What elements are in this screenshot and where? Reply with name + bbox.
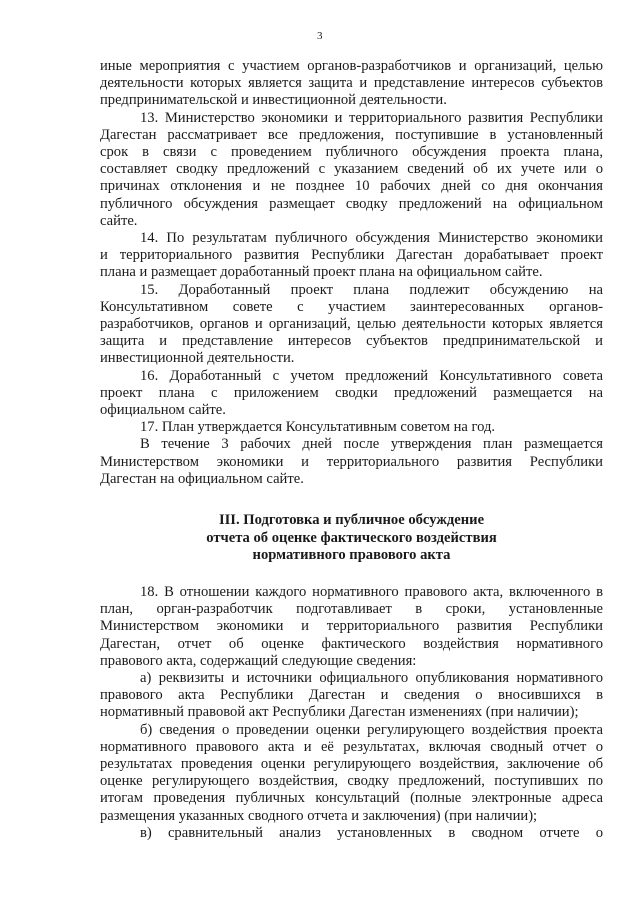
- section-heading: [100, 512, 603, 565]
- text-line: официальном сайте.: [100, 402, 226, 419]
- paragraph-13-start: 13. Министерство экономики и территориального развития Республики: [140, 109, 603, 126]
- text-line: В течение 3 рабочих дней после утверждения план размещается: [140, 436, 603, 453]
- subitem-b-start: б) сведения о проведении оценки регулирующего воздействия проекта: [140, 721, 603, 738]
- subitem-a-start: а) реквизиты и источники официального опубликования нормативного: [140, 670, 603, 687]
- text-line: размещения указанных сводного отчета и заключения) (при наличии);: [100, 807, 538, 824]
- text-line: правового акта Республики Дагестан и сведения о вносившихся в: [100, 687, 603, 704]
- text-line: Дагестан, отчет об оценке фактического воздействия нормативного: [100, 635, 603, 652]
- text-line: Дагестан рассматривает все предложения, поступившие в установленный: [100, 126, 603, 143]
- text-line: Министерством экономики и территориального развития Республики: [100, 618, 603, 635]
- body-text-upper: [100, 58, 603, 488]
- text-line: защита и представление интересов субъектов предпринимательской и: [100, 333, 603, 350]
- paragraph-17-start: 17. План утверждается Консультативным советом на год.: [140, 419, 496, 436]
- text-line: Дагестан на официальном сайте.: [100, 470, 304, 487]
- paragraph-14-start: 14. По результатам публичного обсуждения Министерство экономики: [140, 230, 603, 247]
- text-line: Министерством экономики и территориального развития Республики: [100, 453, 603, 470]
- paragraph-18-start: 18. В отношении каждого нормативного правового акта, включенного в: [140, 584, 603, 600]
- body-text-lower: [100, 584, 603, 842]
- text-line: плана и размещает доработанный проект плана на официальном сайте.: [100, 264, 543, 281]
- text-line: проект плана с приложением сводки предложений размещается на: [100, 384, 603, 401]
- text-line: нормативного правового акта и её результатах, включая сводный отчет о: [100, 738, 603, 755]
- text-line: публичного обсуждения размещает сводку предложений на официальном: [100, 195, 603, 212]
- heading-line: нормативного правового акта: [252, 547, 451, 564]
- text-line: итогам проведения публичных консультаций (полные электронные адреса: [100, 790, 603, 807]
- paragraph-15-start: 15. Доработанный проект плана подлежит обсуждению на: [140, 281, 603, 298]
- text-line: деятельности которых является защита и представление интересов субъектов: [100, 75, 603, 92]
- heading-line: отчета об оценке фактического воздействия: [206, 529, 497, 546]
- subitem-v-start: в) сравнительный анализ установленных в сводном отчете о: [140, 824, 603, 841]
- text-line: нормативный правовой акт Республики Дагестан изменениях (при наличии);: [100, 704, 579, 721]
- text-line: причинах отклонения и не позднее 10 рабочих дней со дня окончания: [100, 178, 603, 195]
- paragraph-16-start: 16. Доработанный с учетом предложений Консультативного совета: [140, 367, 603, 384]
- text-line: план, орган-разработчик подготавливает в сроки, установленные: [100, 601, 603, 618]
- text-line: срок в связи с проведением публичного обсуждения проекта плана,: [100, 144, 603, 161]
- text-line: разработчиков, органов и организаций, целью деятельности которых является: [100, 316, 603, 333]
- text-line: Консультативном совете с участием заинтересованных органов-: [100, 298, 603, 315]
- text-line: оценке регулирующего воздействия, сводку предложений, поступивших по: [100, 773, 603, 790]
- text-line: иные мероприятия с участием органов-разработчиков и организаций, целью: [100, 58, 603, 74]
- text-line: результатах проведения оценки регулирующего воздействия, заключение об: [100, 756, 603, 773]
- heading-line: III. Подготовка и публичное обсуждение: [218, 512, 485, 528]
- text-line: и территориального развития Республики Дагестан дорабатывает проект: [100, 247, 603, 264]
- text-line: сайте.: [100, 212, 138, 229]
- text-line: инвестиционной деятельности.: [100, 350, 295, 367]
- page-number: 3: [317, 30, 323, 42]
- text-line: правового акта, содержащий следующие сведения:: [100, 652, 417, 669]
- text-line: составляет сводку предложений с указанием сведений об их учете или о: [100, 161, 603, 178]
- text-line: предпринимательской и инвестиционной деятельности.: [100, 92, 447, 109]
